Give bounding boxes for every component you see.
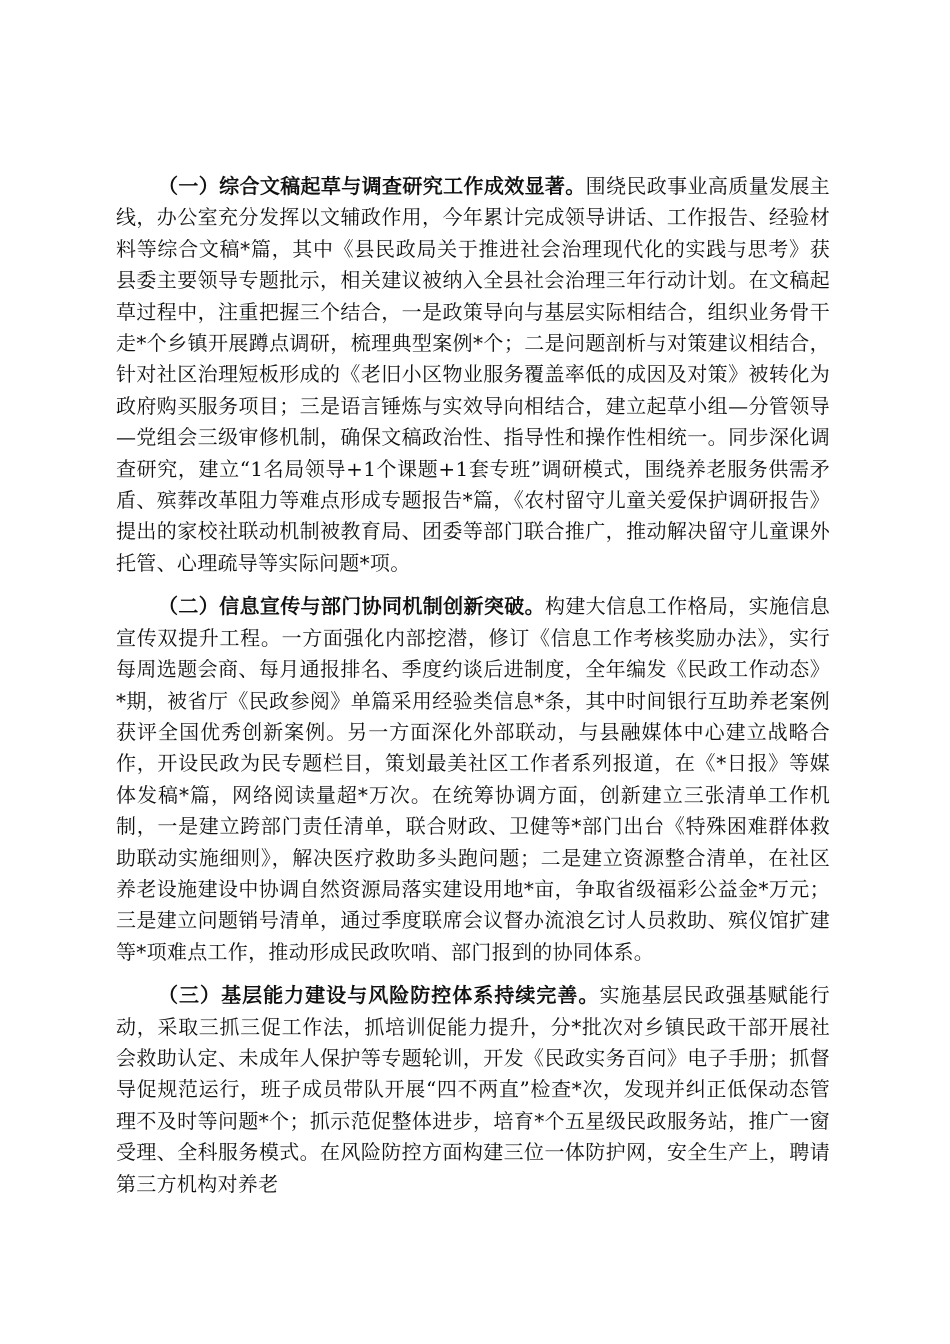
paragraph-3-text: 实施基层民政强基赋能行动，采取三抓三促工作法，抓培训促能力提升，分*批次对乡镇民政干部开展社会救助认定、未成年人保护等专题轮训，开发《民政实务百问》电子手册；抓督导促规范运行，班子成员带队开展“四不两直”检查*次，发现并纠正低保动态管理不及时等问题*个；抓示范促整体进步，培育*个五星级民政服务站，推广一窗受理、全科服务模式。在风险防控方面构建三位一体防护网，安全生产上，聘请第三方机构对养老: [116, 983, 830, 1196]
paragraph-2-heading: （二）信息宣传与部门协同机制创新突破。: [158, 594, 545, 619]
document-body: [116, 171, 830, 1200]
paragraph-2-text: 构建大信息工作格局，实施信息宣传双提升工程。一方面强化内部挖潜，修订《信息工作考核奖励办法》，实行每周选题会商、每月通报排名、季度约谈后进制度，全年编发《民政工作动态》*期，被省厅《民政参阅》单篇采用经验类信息*条，其中时间银行互助养老案例获评全国优秀创新案例。另一方面深化外部联动，与县融媒体中心建立战略合作，开设民政为民专题栏目，策划最美社区工作者系列报道，在《*日报》等媒体发稿*篇，网络阅读量超*万次。在统筹协调方面，创新建立三张清单工作机制，一是建立跨部门责任清单，联合财政、卫健等*部门出台《特殊困难群体救助联动实施细则》，解决医疗救助多头跑问题；二是建立资源整合清单，在社区养老设施建设中协调自然资源局落实建设用地*亩，争取省级福彩公益金*万元；三是建立问题销号清单，通过季度联席会议督办流浪乞讨人员救助、殡仪馆扩建等*项难点工作，推动形成民政吹哨、部门报到的协同体系。: [116, 594, 831, 964]
paragraph-1-text: 围绕民政事业高质量发展主线，办公室充分发挥以文辅政作用，今年累计完成领导讲话、工作报告、经验材料等综合文稿*篇，其中《县民政局关于推进社会治理现代化的实践与思考》获县委主要领导专题批示，相关建议被纳入全县社会治理三年行动计划。在文稿起草过程中，注重把握三个结合，一是政策导向与基层实际相结合，组织业务骨干走*个乡镇开展蹲点调研，梳理典型案例*个；二是问题剖析与对策建议相结合，针对社区治理短板形成的《老旧小区物业服务覆盖率低的成因及对策》被转化为政府购买服务项目；三是语言锤炼与实效导向相结合，建立起草小组—分管领导—党组会三级审修机制，确保文稿政治性、指导性和操作性相统一。同步深化调查研究，建立“1名局领导+1个课题+1套专班”调研模式，围绕养老服务供需矛盾、殡葬改革阻力等难点形成专题报告*篇，《农村留守儿童关爱保护调研报告》提出的家校社联动机制被教育局、团委等部门联合推广，推动解决留守儿童课外托管、心理疏导等实际问题*项。: [116, 174, 830, 575]
paragraph-1: [116, 171, 830, 579]
paragraph-3-heading: （三）基层能力建设与风险防控体系持续完善。: [158, 983, 600, 1008]
paragraph-1-heading: （一）综合文稿起草与调查研究工作成效显著。: [158, 174, 586, 198]
paragraph-2: [116, 591, 830, 968]
paragraph-3: [116, 980, 830, 1200]
